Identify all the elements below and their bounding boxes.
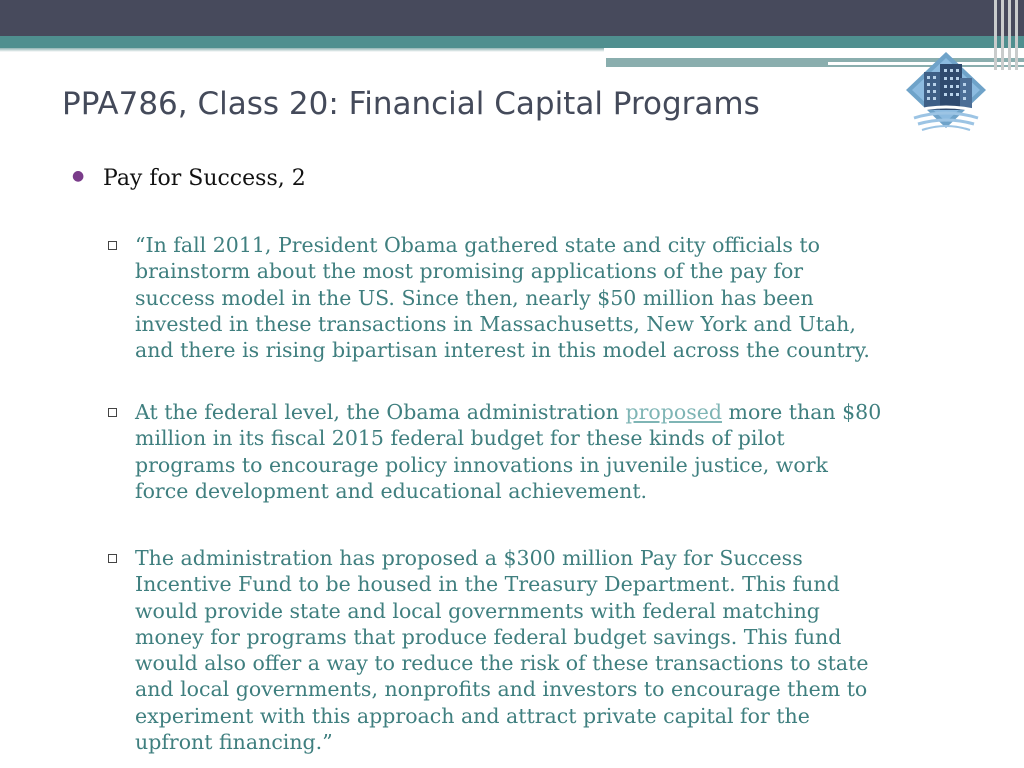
- round-bullet-icon: ●: [72, 168, 85, 184]
- text-line: force development and educational achievement.: [135, 478, 648, 503]
- line-start: At the federal level, the Obama administration: [135, 400, 626, 424]
- text-line: money for programs that produce federal budget savings. This fund: [135, 624, 842, 649]
- header-shadow: [0, 48, 604, 52]
- sub-bullet-3: [108, 545, 968, 755]
- text-line: The administration has proposed a $300 million Pay for Success: [135, 546, 803, 570]
- text-line: “In fall 2011, President Obama gathered state and city officials to: [135, 233, 820, 257]
- square-bullet-icon: [108, 554, 117, 563]
- sub-bullet-2: [108, 399, 968, 504]
- slide-title: PPA786, Class 20: Financial Capital Programs: [62, 86, 760, 122]
- text-line: invested in these transactions in Massachusetts, New York and Utah,: [135, 311, 856, 336]
- header-teal-band: [0, 36, 1024, 48]
- sub-bullet-2-text: [135, 399, 968, 504]
- header-bar: [0, 0, 1024, 36]
- square-bullet-icon: [108, 241, 117, 250]
- text-line: and there is rising bipartisan interest in this model across the country.: [135, 338, 870, 363]
- text-line: Incentive Fund to be housed in the Treasury Department. This fund: [135, 572, 840, 597]
- proposed-link[interactable]: proposed: [625, 400, 723, 424]
- text-line: and local governments, nonprofits and investors to encourage them to: [135, 677, 868, 702]
- square-bullet-icon: [108, 408, 117, 417]
- sub-bullet-1-text: [135, 232, 968, 363]
- building-logo-icon: [900, 50, 990, 136]
- text-line: experiment with this approach and attract private capital for the: [135, 703, 810, 728]
- text-line: would provide state and local governments with federal matching: [135, 598, 820, 623]
- header-stripes: [992, 0, 1024, 70]
- sub-bullet-3-text: [135, 545, 968, 755]
- text-line: would also offer a way to reduce the risk of these transactions to state: [135, 651, 869, 676]
- text-line: programs to encourage policy innovations in juvenile justice, work: [135, 452, 828, 477]
- text-line-with-link: [135, 399, 968, 425]
- text-line: million in its fiscal 2015 federal budget for these kinds of pilot: [135, 426, 785, 451]
- line-end: more than $80: [722, 400, 882, 424]
- text-line: brainstorm about the most promising applications of the pay for: [135, 259, 804, 284]
- sub-bullet-1: [108, 232, 968, 363]
- text-line: success model in the US. Since then, nearly $50 million has been: [135, 285, 814, 310]
- bullet-text: Pay for Success, 2: [103, 166, 306, 191]
- text-line: upfront financing.”: [135, 730, 333, 755]
